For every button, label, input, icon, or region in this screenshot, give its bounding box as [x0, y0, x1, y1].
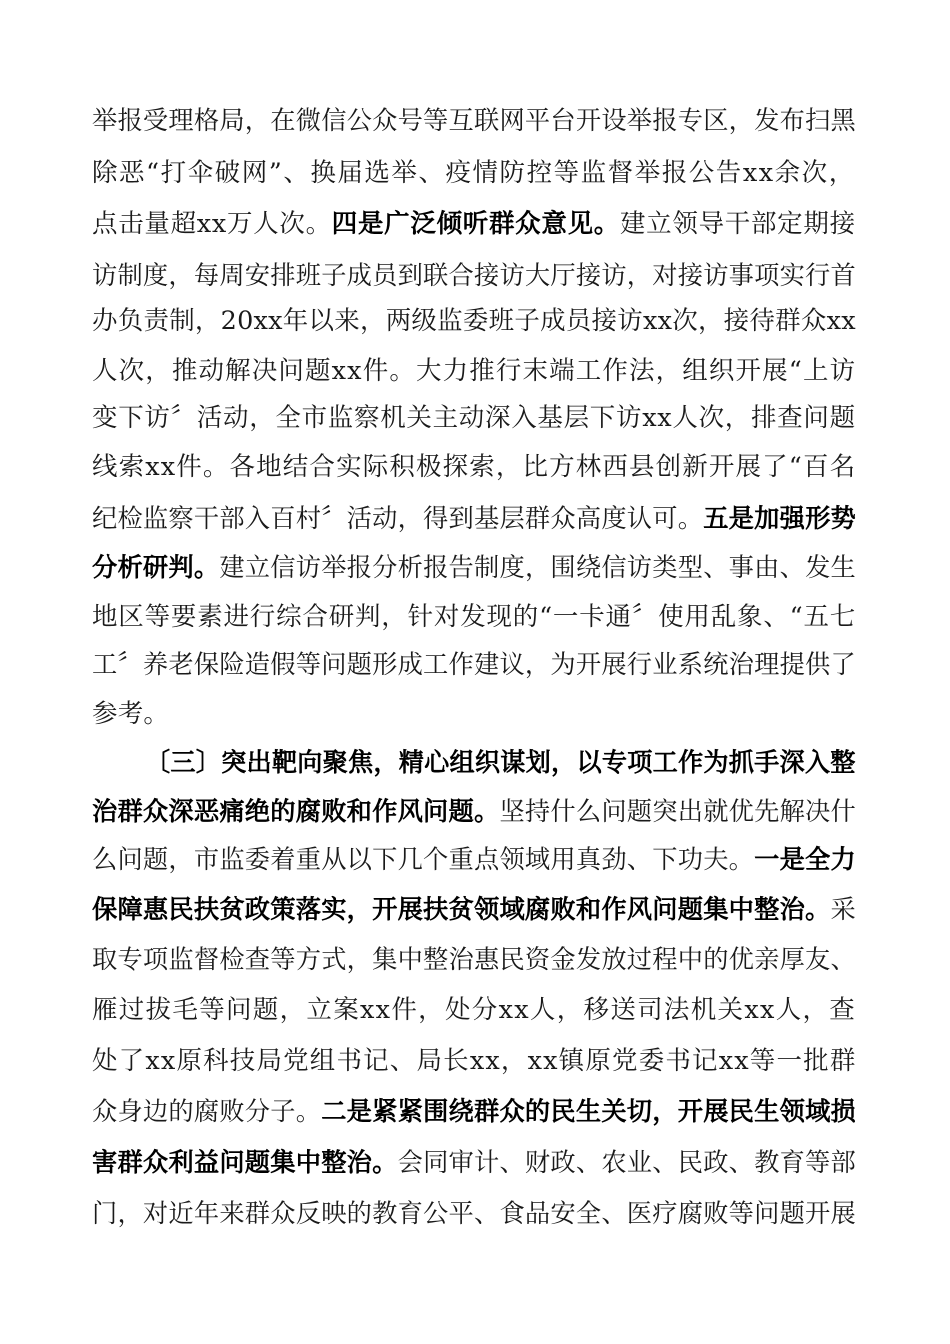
text-run: 点击量超xx万人次。	[92, 209, 332, 239]
text-line	[92, 256, 856, 296]
text-line	[92, 204, 856, 244]
text-run: 门，对近年来群众反映的教育公平、食品安全、医疗腐败等问题开展	[92, 1199, 856, 1229]
text-line	[92, 301, 856, 341]
text-line	[92, 597, 856, 637]
bold-text-run: 分析研判。	[92, 553, 220, 583]
text-run: 众身边的腐败分子。	[92, 1097, 322, 1127]
bold-text-run: 五是加强形势	[703, 504, 856, 534]
text-run: 建立信访举报分析报告制度，围绕信访类型、事由、发生	[219, 553, 857, 583]
text-run: 处了xx原科技局党组书记、局长xx，xx镇原党委书记xx等一批群	[92, 1046, 857, 1076]
text-line	[92, 645, 856, 685]
text-line	[92, 101, 856, 141]
bold-text-run: 害群众利益问题集中整治。	[92, 1148, 398, 1178]
bold-text-run: 二是紧紧围绕群众的民生关切，开展民生领域损	[321, 1097, 856, 1127]
text-run: 会同审计、财政、农业、民政、教育等部	[397, 1148, 856, 1178]
text-run: 人次，推动解决问题xx件。大力推行末端工作法，组织开展“上访	[92, 356, 857, 386]
text-line	[92, 398, 856, 438]
text-run: 访制度，每周安排班子成员到联合接访大厅接访，对接访事项实行首	[92, 261, 856, 291]
text-run: 坚持什么问题突出就优先解决什	[499, 797, 856, 827]
text-line	[92, 153, 856, 193]
text-run: 雁过拔毛等问题，立案xx件，处分xx人，移送司法机关xx人，查	[92, 995, 857, 1025]
text-run: 变下访〞活动，全市监察机关主动深入基层下访xx人次，排查问题	[92, 403, 856, 433]
text-run: 取专项监督检查等方式，集中整治惠民资金发放过程中的优亲厚友、	[92, 945, 856, 975]
text-line	[92, 792, 856, 832]
text-run: 地区等要素进行综合研判，针对发现的“一卡通〞使用乱象、“五七	[92, 602, 857, 632]
text-line	[92, 447, 856, 487]
bold-text-run: 保障惠民扶贫政策落实，开展扶贫领域腐败和作风问题集中整治。	[92, 895, 831, 925]
text-line	[92, 694, 169, 734]
text-line	[92, 1143, 856, 1183]
text-line	[92, 1041, 857, 1081]
text-run: 办负责制，20xx年以来，两级监委班子成员接访xx次，接待群众xx	[92, 306, 856, 336]
bold-text-run: 治群众深恶痛绝的腐败和作风问题。	[92, 797, 500, 827]
text-run: 么问题，市监委着重从以下几个重点领域用真劲、下功夫。	[92, 845, 755, 875]
text-line	[92, 1194, 856, 1234]
text-line	[92, 548, 856, 588]
bold-text-run: 四是广泛倾听群众意见。	[331, 209, 620, 239]
bold-text-run: 一是全力	[754, 845, 856, 875]
bold-text-run: 〔三〕突出靶向聚焦，精心组织谋划，以专项工作为抓手深入整	[145, 748, 856, 778]
text-run: 采	[830, 895, 856, 925]
text-line	[145, 743, 856, 783]
text-line	[92, 940, 856, 980]
text-run: 线索xx件。各地结合实际积极探索，比方林西县创新开展了“百名	[92, 452, 857, 482]
text-run: 工〞养老保险造假等问题形成工作建议，为开展行业系统治理提供了	[92, 650, 856, 680]
text-run: 举报受理格局，在微信公众号等互联网平台开设举报专区，发布扫黑	[92, 106, 856, 136]
text-line	[92, 840, 856, 880]
text-line	[92, 890, 856, 930]
text-run: 建立领导干部定期接	[619, 209, 856, 239]
text-line	[92, 351, 856, 391]
text-run: 参考。	[92, 699, 170, 729]
text-line	[92, 499, 856, 539]
text-run: 纪检监察干部入百村〞活动，得到基层群众高度认可。	[92, 504, 704, 534]
text-line	[92, 1092, 856, 1132]
text-run: 除恶“打伞破网”、换届选举、疫情防控等监督举报公告xx余次，	[92, 158, 856, 188]
text-line	[92, 990, 856, 1030]
